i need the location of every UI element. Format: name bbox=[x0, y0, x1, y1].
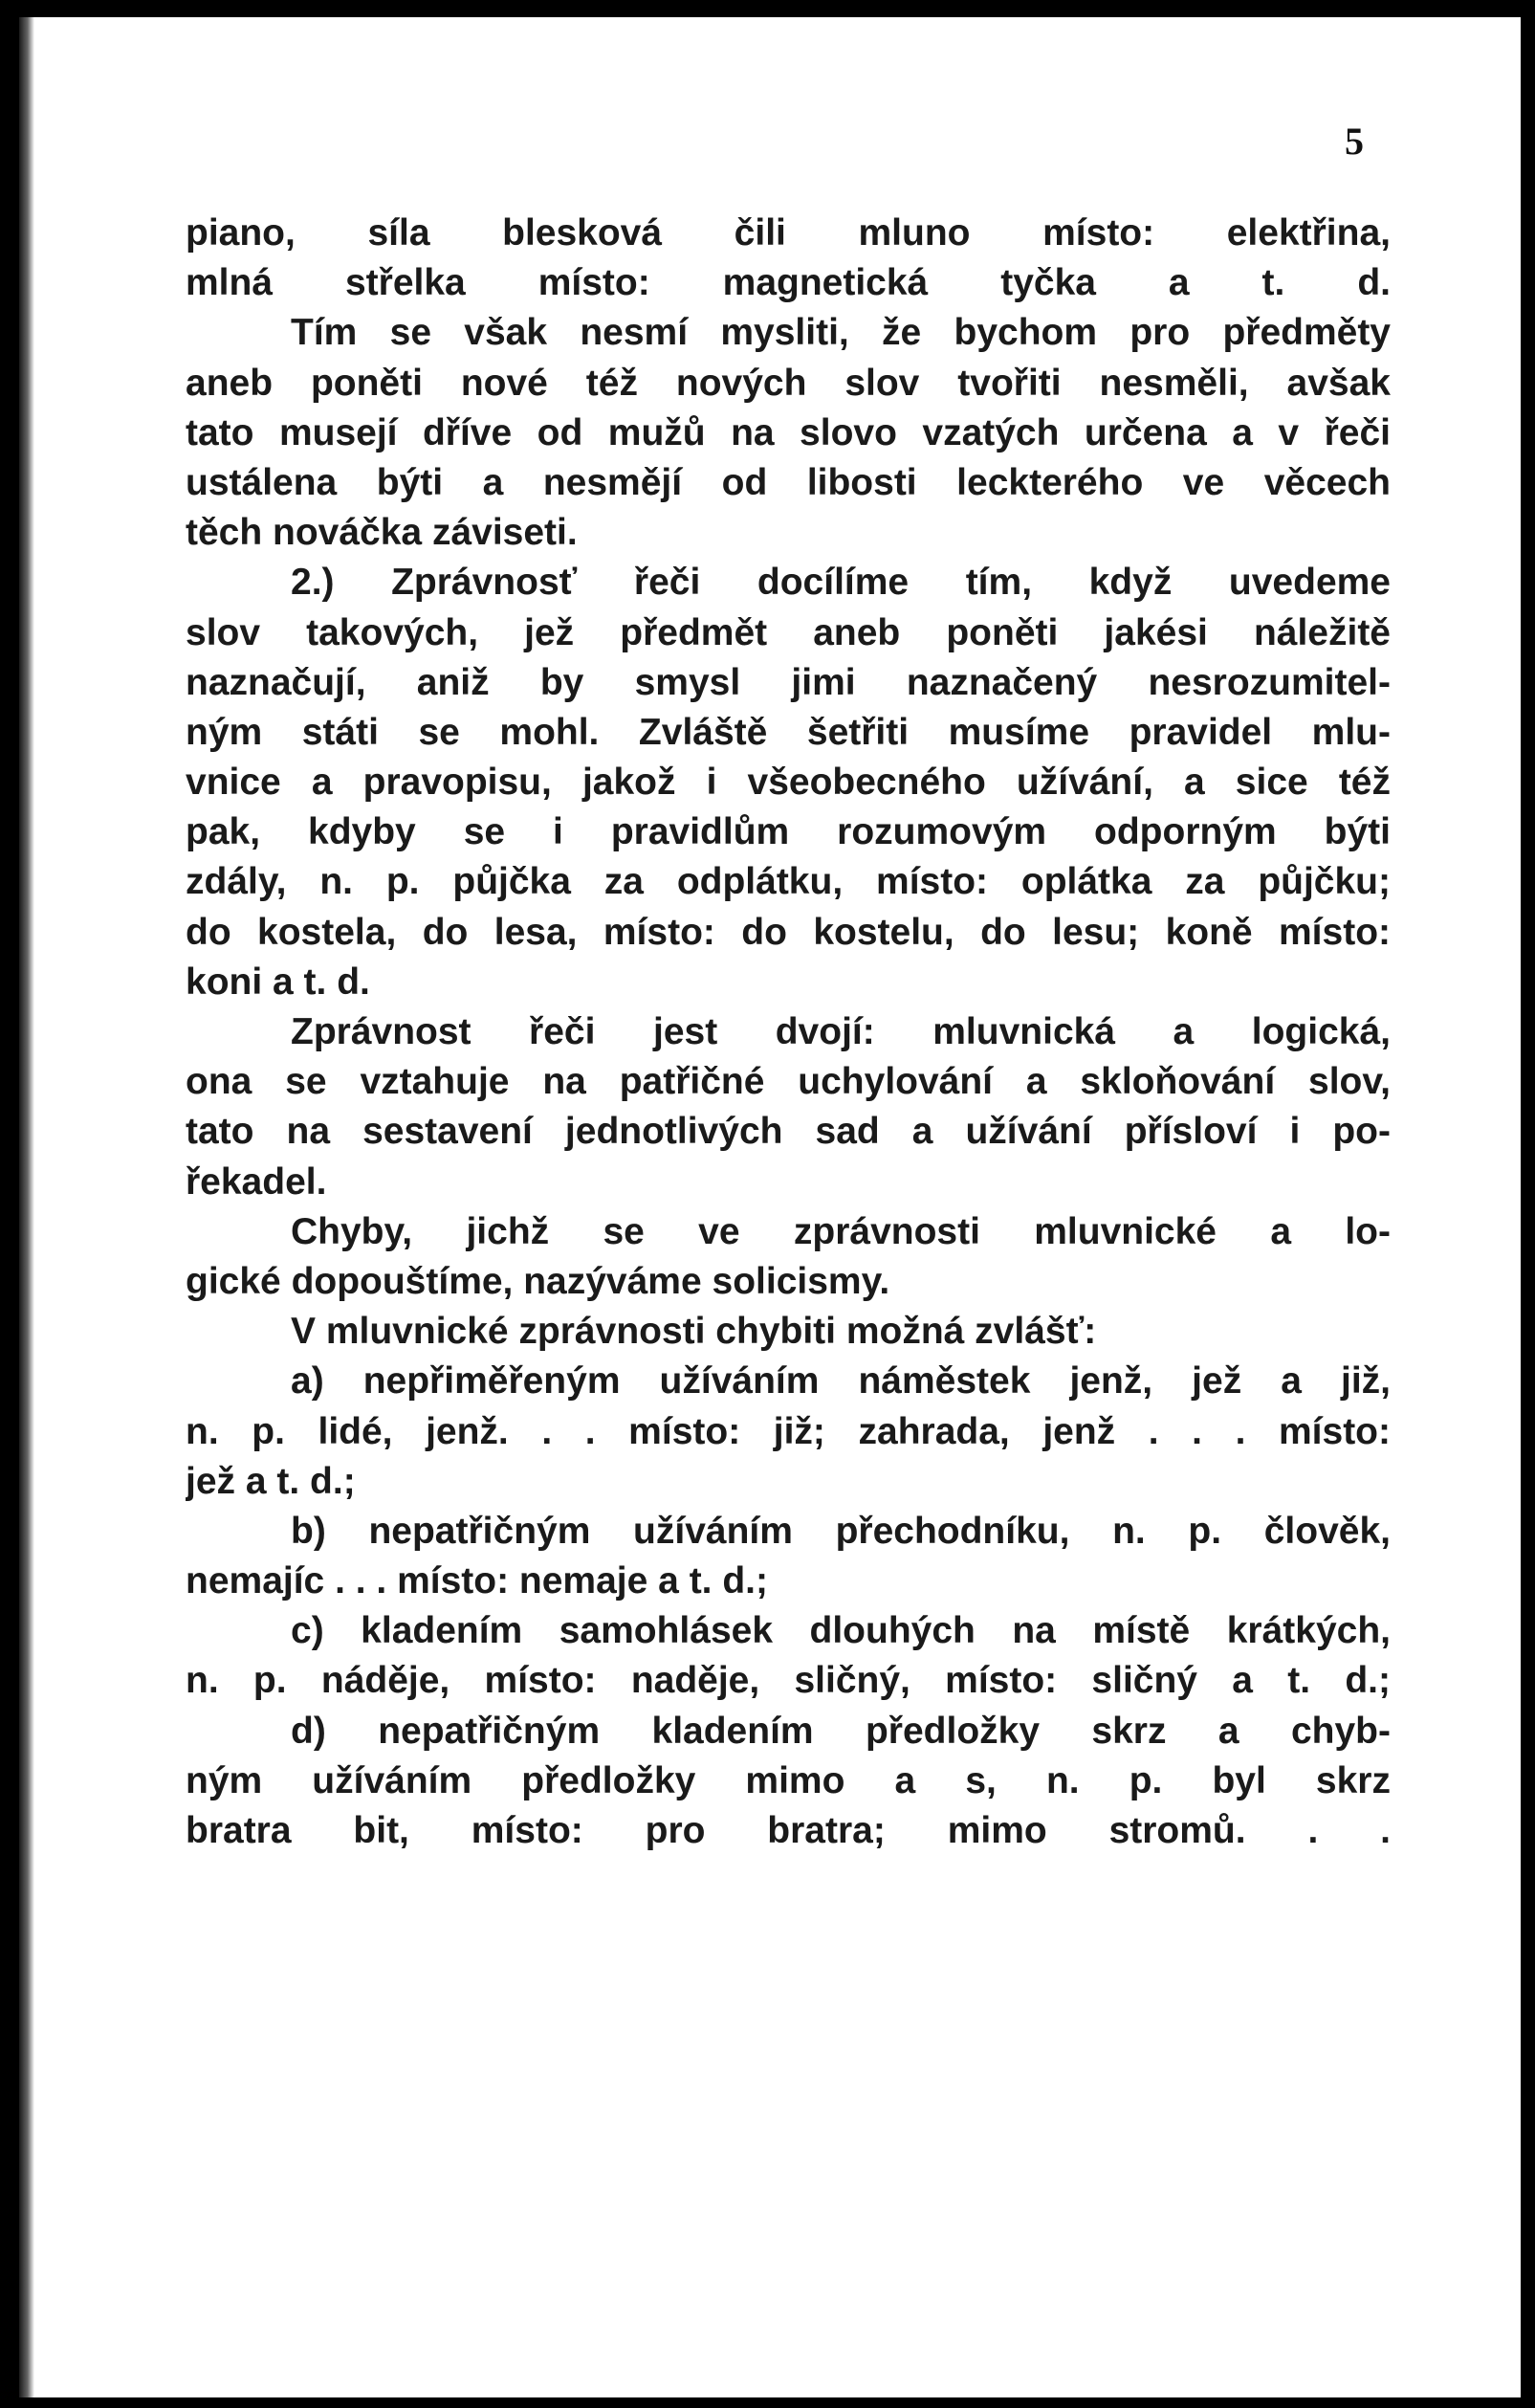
text-line: nemajíc . . . místo: nemaje a t. d.; bbox=[186, 1560, 768, 1602]
text-line: b) nepatřičným užíváním přechodníku, n. p. člověk, bbox=[291, 1510, 1391, 1552]
text-line: řekadel. bbox=[186, 1160, 327, 1203]
text-line: jež a t. d.; bbox=[186, 1460, 356, 1502]
page-number: 5 bbox=[1345, 120, 1364, 163]
text-line: d) nepatřičným kladením předložky skrz a chyb- bbox=[291, 1710, 1391, 1752]
text-line: gické dopouštíme, nazýváme solicismy. bbox=[186, 1260, 890, 1302]
text-line: pak, kdyby se i pravidlům rozumovým odporným býti bbox=[186, 811, 1391, 853]
text-line: 2.) Zprávnosť řeči docílíme tím, když uvedeme bbox=[291, 562, 1391, 604]
text-line: koni a t. d. bbox=[186, 961, 370, 1003]
page-spine-shadow bbox=[19, 17, 34, 2397]
text-line: tato na sestavení jednotlivých sad a užívání přísloví i po- bbox=[186, 1111, 1391, 1153]
text-line: n. p. náděje, místo: naděje, sličný, místo: sličný a t. d.; bbox=[186, 1660, 1391, 1702]
text-line: c) kladením samohlásek dlouhých na místě krátkých, bbox=[291, 1610, 1391, 1652]
text-line: bratra bit, místo: pro bratra; mimo stromů. . . bbox=[186, 1810, 1391, 1851]
text-line: ustálena býti a nesmějí od libosti leckterého ve věcech bbox=[186, 461, 1391, 503]
text-line: mlná střelka místo: magnetická tyčka a t. d. bbox=[186, 262, 1391, 304]
text-line: naznačují, aniž by smysl jimi naznačený nesrozumitel- bbox=[186, 661, 1391, 703]
text-line: a) nepřiměřeným užíváním náměstek jenž, jež a již, bbox=[291, 1360, 1391, 1403]
text-line: Zprávnost řeči jest dvojí: mluvnická a logická, bbox=[291, 1011, 1391, 1052]
text-line: ným státi se mohl. Zvláště šetřiti musíme pravidel mlu- bbox=[186, 711, 1391, 753]
text-line: aneb poněti nové též nových slov tvořiti nesměli, avšak bbox=[186, 362, 1391, 404]
text-line: piano, síla blesková čili mluno místo: elektřina, bbox=[186, 212, 1391, 254]
text-line: vnice a pravopisu, jakož i všeobecného užívání, a sice též bbox=[186, 762, 1391, 804]
text-line: n. p. lidé, jenž. . . místo: již; zahrada, jenž . . . místo: bbox=[186, 1410, 1391, 1452]
body-text bbox=[186, 209, 1391, 1856]
text-line: těch nováčka záviseti. bbox=[186, 512, 578, 554]
text-line: zdály, n. p. půjčka za odplátku, místo: oplátka za půjčku; bbox=[186, 861, 1391, 903]
text-line: ona se vztahuje na patřičné uchylování a skloňování slov, bbox=[186, 1061, 1391, 1103]
text-line: Chyby, jichž se ve zprávnosti mluvnické a lo- bbox=[291, 1210, 1391, 1252]
text-line: do kostela, do lesa, místo: do kostelu, do lesu; koně místo: bbox=[186, 911, 1391, 953]
text-line: tato musejí dříve od mužů na slovo vzatých určena a v řeči bbox=[186, 411, 1391, 453]
text-line: ným užíváním předložky mimo a s, n. p. byl skrz bbox=[186, 1759, 1391, 1801]
text-line: slov takových, jež předmět aneb poněti jakési náležitě bbox=[186, 611, 1391, 653]
text-line: V mluvnické zprávnosti chybiti možná zvlášť: bbox=[291, 1311, 1097, 1353]
text-line: Tím se však nesmí mysliti, že bychom pro předměty bbox=[291, 312, 1391, 354]
book-page bbox=[19, 17, 1521, 2397]
